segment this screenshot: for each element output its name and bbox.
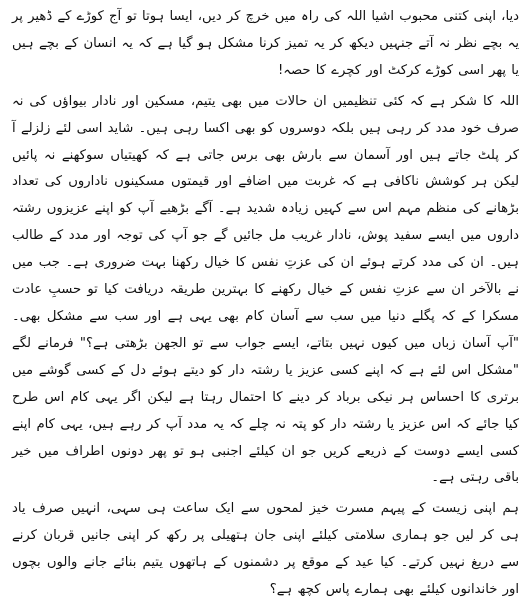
paragraph-1: دیا، اپنی کتنی محبوب اشیا اللہ کی راہ میں خرچ کر دیں، ایسا ہوتا تو آج کوڑے کے ڈھیر پر یہ بچے نظر نہ آتے جنہیں دیکھ کر یہ تمیز کرنا مشکل ہو گیا ہے کہ یہ انسان کے بچے ہیں یا پھر اسی کوڑے کرکٹ اور کچرے کا حصہ! (12, 9, 519, 78)
paragraph-2: اللہ کا شکر ہے کہ کئی تنظیمیں ان حالات میں بھی یتیم، مسکین اور نادار بیواؤں کی نہ صرف خود مدد کر رہی ہیں بلکہ دوسروں کو بھی اکسا رہی ہیں۔ شاید اسی لئے زلزلے آ کر پلٹ جاتے ہیں اور آسمان سے بارش بھی برس جاتی ہے کہ کھیتیاں سوکھنے نہ پائیں لیکن ہر کوشش ناکافی ہے کہ غربت میں اضافے اور قیمتوں مسکینوں ناداروں کی تعداد بڑھانے کی منظم مہم اس سے کہیں زیادہ شدید ہے۔ آگے بڑھیے آپ کو اپنے عزیزوں رشتہ داروں میں ایسے سفید پوش، نادار غریب مل جائیں گے جو آپ کی توجہ اور مدد کے طالب ہیں۔ ان کی مدد کرتے ہوئے ان کی عزتِ نفس کا خیال رکھنا بہت ضروری ہے۔ جب میں نے بالآخر ان سے عزتِ نفس کے خیال رکھنے کا بہترین طریقہ دریافت کیا تو حسبِ عادت مسکرا کے کہ پگلے دنیا میں سب سے آسان کام بھی یہی ہے اور سب سے مشکل بھی۔ "آپ آسان زباں میں کیوں نہیں بتاتے، ایسے جواب سے تو الجھن بڑھتی ہے؟" فرمانے لگے "مشکل اس لئے ہے کہ اپنے کسی عزیز یا رشتہ دار کو دیتے ہوئے دل کے کسی گوشے میں برتری کا احساس ہر نیکی برباد کر دینے کا احتمال رہتا ہے لیکن اگر یہی کام اس طرح کیا جائے کہ اس عزیز یا رشتہ دار کو پتہ نہ چلے کہ یہ مدد آپ کر رہے ہیں، یہی کام اپنے کسی ایسے دوست کے ذریعے کریں جو ان کیلئے اجنبی ہو تو پھر دونوں اطراف میں خیر باقی رہتی ہے۔ (12, 93, 519, 486)
paragraph-3: ہم اپنی زیست کے پیہم مسرت خیز لمحوں سے ایک ساعت ہی سہی، انہیں صرف یاد ہی کر لیں جو ہماری سلامتی کیلئے اپنی جان ہتھیلی پر رکھ کر اپنی جانیں قربان کرنے سے دریغ نہیں کرتے۔ کیا عید کے موقع پر دشمنوں کے ہاتھوں یتیم بنائے جانے والوں بچوں اور خاندانوں کیلئے بھی ہمارے پاس کچھ ہے؟ (12, 501, 519, 598)
